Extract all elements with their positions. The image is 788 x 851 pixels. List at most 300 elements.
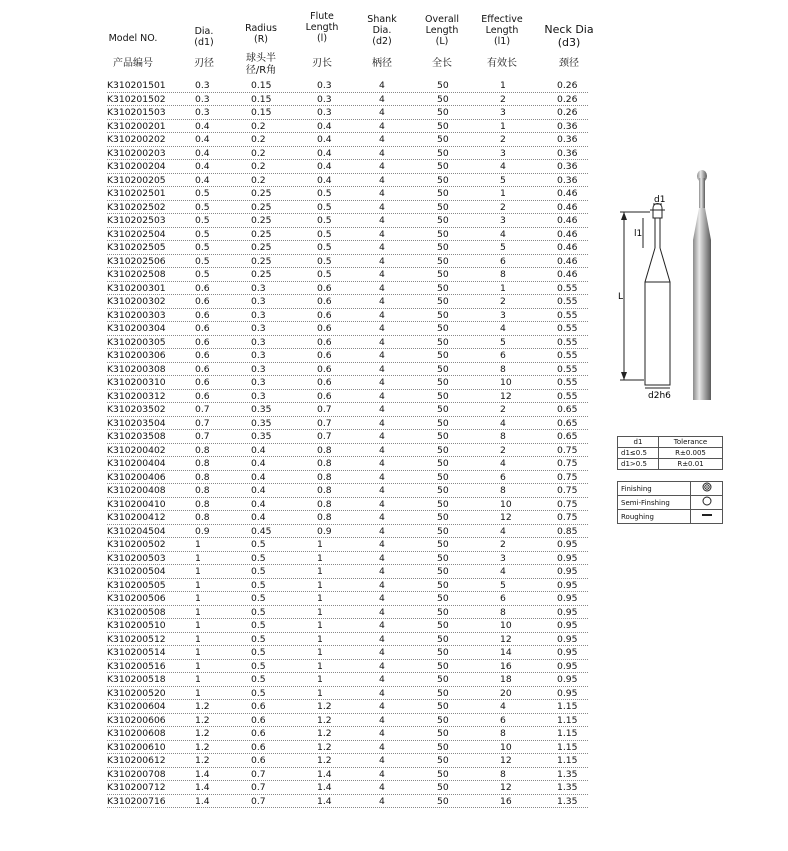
cell-model: K310200304 — [107, 323, 166, 334]
cell-shank-dia: 4 — [379, 728, 385, 739]
cell-neck-dia: 0.95 — [557, 674, 578, 685]
cell-dia: 1 — [195, 620, 201, 631]
table-row — [107, 660, 588, 674]
cell-overall-length: 50 — [437, 525, 449, 537]
cell-overall-length: 50 — [437, 755, 449, 766]
cell-model: K310203508 — [107, 431, 166, 442]
cell-model: K310202502 — [107, 201, 166, 213]
cell-overall-length: 50 — [437, 363, 449, 375]
table-row — [107, 619, 588, 633]
cell-overall-length: 50 — [437, 350, 449, 361]
cell-shank-dia: 4 — [379, 174, 385, 186]
cell-radius: 0.6 — [251, 741, 266, 753]
cell-dia: 1 — [195, 593, 201, 604]
cell-dia: 0.5 — [195, 242, 210, 253]
cell-neck-dia: 0.75 — [557, 458, 578, 469]
cell-effective-length: 16 — [500, 795, 512, 807]
cell-radius: 0.7 — [251, 795, 266, 807]
table-row — [107, 147, 588, 161]
cell-radius: 0.35 — [251, 417, 272, 429]
cell-model: K310200301 — [107, 282, 166, 294]
cell-radius: 0.35 — [251, 404, 272, 415]
header-flute-en2: Length — [305, 22, 339, 33]
cell-neck-dia: 1.35 — [557, 795, 578, 807]
cell-neck-dia: 0.36 — [557, 134, 578, 145]
cell-effective-length: 5 — [500, 242, 506, 253]
cell-radius: 0.4 — [251, 458, 266, 469]
cell-effective-length: 8 — [500, 363, 506, 375]
cell-dia: 0.5 — [195, 188, 210, 199]
finishing-icon — [691, 482, 723, 496]
cell-radius: 0.4 — [251, 498, 266, 510]
cell-dia: 0.5 — [195, 228, 210, 240]
cell-overall-length: 50 — [437, 417, 449, 429]
cell-overall-length: 50 — [437, 606, 449, 618]
cell-flute-length: 1 — [317, 579, 323, 591]
tol-row1-range: d1≤0.5 — [618, 448, 659, 459]
cell-effective-length: 5 — [500, 174, 506, 186]
cell-effective-length: 1 — [500, 120, 506, 132]
cell-shank-dia: 4 — [379, 593, 385, 604]
header-effective-en3: (l1) — [493, 36, 511, 47]
cell-radius: 0.7 — [251, 782, 266, 793]
table-row — [107, 93, 588, 107]
header-model — [103, 33, 163, 44]
table-row — [107, 592, 588, 606]
header-neck — [540, 23, 598, 49]
cell-model: K310200612 — [107, 755, 166, 766]
cell-shank-dia: 4 — [379, 309, 385, 321]
cell-shank-dia: 4 — [379, 282, 385, 294]
cell-model: K310200303 — [107, 309, 166, 321]
cell-dia: 0.4 — [195, 134, 210, 145]
cell-overall-length: 50 — [437, 660, 449, 672]
cell-model: K310201503 — [107, 107, 166, 118]
table-header — [0, 0, 600, 76]
roughing-icon — [691, 510, 723, 524]
cell-neck-dia: 0.75 — [557, 512, 578, 523]
cell-model: K310200502 — [107, 539, 166, 550]
cell-flute-length: 1.2 — [317, 755, 332, 766]
cell-flute-length: 0.6 — [317, 282, 332, 294]
header-effective-en1: Effective — [481, 14, 523, 25]
cell-shank-dia: 4 — [379, 566, 385, 577]
cell-overall-length: 50 — [437, 498, 449, 510]
cell-effective-length: 10 — [500, 498, 512, 510]
cell-dia: 1.4 — [195, 782, 210, 793]
cell-overall-length: 50 — [437, 255, 449, 267]
cell-flute-length: 1.2 — [317, 714, 332, 726]
cell-model: K310200610 — [107, 741, 166, 753]
cell-neck-dia: 0.55 — [557, 296, 578, 307]
table-row — [107, 538, 588, 552]
header-radius-en2: (R) — [253, 34, 268, 45]
table-row — [107, 309, 588, 323]
cell-radius: 0.7 — [251, 768, 266, 780]
cell-dia: 1 — [195, 647, 201, 658]
cell-overall-length: 50 — [437, 404, 449, 415]
cell-overall-length: 50 — [437, 215, 449, 226]
cell-flute-length: 0.5 — [317, 242, 332, 253]
cell-radius: 0.15 — [251, 93, 272, 105]
cell-dia: 0.4 — [195, 161, 210, 172]
table-row — [107, 201, 588, 215]
cell-flute-length: 0.4 — [317, 134, 332, 145]
cell-neck-dia: 0.95 — [557, 579, 578, 591]
cell-neck-dia: 0.75 — [557, 485, 578, 496]
cell-flute-length: 1.2 — [317, 741, 332, 753]
cell-model: K310200716 — [107, 795, 166, 807]
cell-effective-length: 6 — [500, 714, 506, 726]
header-model-cn: 产品编号 — [113, 58, 153, 69]
cell-model: K310200606 — [107, 714, 166, 726]
cell-dia: 1.4 — [195, 795, 210, 807]
cell-flute-length: 0.5 — [317, 255, 332, 267]
cell-effective-length: 6 — [500, 255, 506, 267]
cell-overall-length: 50 — [437, 309, 449, 321]
header-neck-en1: Neck Dia — [544, 23, 594, 36]
cell-radius: 0.2 — [251, 147, 266, 159]
cell-effective-length: 4 — [500, 161, 506, 172]
table-row — [107, 160, 588, 174]
cell-overall-length: 50 — [437, 728, 449, 739]
cell-effective-length: 16 — [500, 660, 512, 672]
tol-row1-value: R±0.005 — [659, 448, 723, 459]
cell-radius: 0.5 — [251, 647, 266, 658]
cell-effective-length: 4 — [500, 228, 506, 240]
cell-neck-dia: 0.75 — [557, 471, 578, 483]
tol-header-tolerance: Tolerance — [659, 437, 723, 448]
cell-effective-length: 1 — [500, 80, 506, 91]
cell-overall-length: 50 — [437, 134, 449, 145]
cell-flute-length: 1 — [317, 539, 323, 550]
cell-flute-length: 0.7 — [317, 404, 332, 415]
cell-shank-dia: 4 — [379, 215, 385, 226]
cell-effective-length: 1 — [500, 188, 506, 199]
cell-dia: 0.5 — [195, 255, 210, 267]
cell-dia: 1 — [195, 539, 201, 550]
finish-legend — [617, 481, 723, 524]
table-row — [107, 646, 588, 660]
cell-dia: 1 — [195, 660, 201, 672]
cell-overall-length: 50 — [437, 552, 449, 564]
cell-overall-length: 50 — [437, 188, 449, 199]
cell-shank-dia: 4 — [379, 458, 385, 469]
cell-overall-length: 50 — [437, 228, 449, 240]
cell-neck-dia: 0.95 — [557, 647, 578, 658]
cell-overall-length: 50 — [437, 147, 449, 159]
cell-radius: 0.2 — [251, 161, 266, 172]
cell-model: K310202504 — [107, 228, 166, 240]
cell-dia: 1 — [195, 566, 201, 577]
cell-model: K310204504 — [107, 525, 166, 537]
cell-shank-dia: 4 — [379, 269, 385, 280]
cell-radius: 0.4 — [251, 512, 266, 523]
cell-neck-dia: 1.15 — [557, 701, 578, 712]
cell-dia: 0.8 — [195, 498, 210, 510]
table-row — [107, 430, 588, 444]
cell-model: K310202503 — [107, 215, 166, 226]
cell-overall-length: 50 — [437, 782, 449, 793]
cell-overall-length: 50 — [437, 296, 449, 307]
cell-overall-length: 50 — [437, 795, 449, 807]
cell-flute-length: 0.5 — [317, 228, 332, 240]
cell-flute-length: 0.5 — [317, 215, 332, 226]
cell-radius: 0.2 — [251, 120, 266, 132]
cell-shank-dia: 4 — [379, 107, 385, 118]
cell-flute-length: 0.6 — [317, 363, 332, 375]
cell-radius: 0.5 — [251, 687, 266, 699]
cell-radius: 0.5 — [251, 593, 266, 604]
cell-shank-dia: 4 — [379, 795, 385, 807]
header-overall-en2: Length — [425, 25, 459, 36]
table-row — [107, 295, 588, 309]
cell-radius: 0.15 — [251, 107, 272, 118]
cell-neck-dia: 0.85 — [557, 525, 578, 537]
table-row — [107, 714, 588, 728]
cell-shank-dia: 4 — [379, 80, 385, 91]
cell-flute-length: 1 — [317, 647, 323, 658]
cell-dia: 0.6 — [195, 296, 210, 307]
cell-shank-dia: 4 — [379, 755, 385, 766]
cell-flute-length: 0.6 — [317, 390, 332, 402]
cell-effective-length: 8 — [500, 768, 506, 780]
cell-dia: 1 — [195, 633, 201, 645]
table-row — [107, 187, 588, 201]
cell-shank-dia: 4 — [379, 134, 385, 145]
table-row — [107, 417, 588, 431]
cell-overall-length: 50 — [437, 174, 449, 186]
cell-model: K310200518 — [107, 674, 166, 685]
cell-neck-dia: 0.95 — [557, 552, 578, 564]
header-overall-en1: Overall — [425, 14, 459, 25]
table-row — [107, 498, 588, 512]
cell-effective-length: 3 — [500, 147, 506, 159]
cell-model: K310200308 — [107, 363, 166, 375]
cell-shank-dia: 4 — [379, 417, 385, 429]
cell-neck-dia: 0.75 — [557, 498, 578, 510]
cell-neck-dia: 0.55 — [557, 350, 578, 361]
cell-dia: 0.4 — [195, 174, 210, 186]
cell-model: K310200510 — [107, 620, 166, 631]
cell-model: K310200410 — [107, 498, 166, 510]
cell-model: K310200201 — [107, 120, 166, 132]
cell-neck-dia: 0.26 — [557, 93, 578, 105]
cell-shank-dia: 4 — [379, 606, 385, 618]
cell-radius: 0.35 — [251, 431, 272, 442]
cell-effective-length: 12 — [500, 782, 512, 793]
cell-overall-length: 50 — [437, 633, 449, 645]
cell-neck-dia: 0.65 — [557, 404, 578, 415]
cell-effective-length: 6 — [500, 350, 506, 361]
cell-shank-dia: 4 — [379, 660, 385, 672]
table-row — [107, 754, 588, 768]
cell-neck-dia: 0.46 — [557, 255, 578, 267]
cell-shank-dia: 4 — [379, 687, 385, 699]
cell-radius: 0.3 — [251, 350, 266, 361]
cell-shank-dia: 4 — [379, 512, 385, 523]
cell-effective-length: 2 — [500, 93, 506, 105]
cell-neck-dia: 0.55 — [557, 309, 578, 321]
cell-effective-length: 20 — [500, 687, 512, 699]
cell-dia: 1.2 — [195, 714, 210, 726]
cell-effective-length: 18 — [500, 674, 512, 685]
table-row — [107, 795, 588, 809]
cell-neck-dia: 0.36 — [557, 147, 578, 159]
cell-radius: 0.5 — [251, 606, 266, 618]
cell-shank-dia: 4 — [379, 444, 385, 456]
cell-neck-dia: 0.95 — [557, 660, 578, 672]
cell-flute-length: 1.4 — [317, 782, 332, 793]
cell-radius: 0.3 — [251, 390, 266, 402]
cell-flute-length: 0.5 — [317, 188, 332, 199]
cell-dia: 0.4 — [195, 120, 210, 132]
cell-radius: 0.3 — [251, 323, 266, 334]
table-row — [107, 255, 588, 269]
cell-flute-length: 1 — [317, 633, 323, 645]
cell-radius: 0.5 — [251, 620, 266, 631]
cell-shank-dia: 4 — [379, 620, 385, 631]
cell-neck-dia: 0.65 — [557, 431, 578, 442]
tol-row2-range: d1>0.5 — [618, 459, 659, 470]
cell-effective-length: 8 — [500, 431, 506, 442]
cell-shank-dia: 4 — [379, 228, 385, 240]
cell-flute-length: 1 — [317, 566, 323, 577]
tolerance-table — [617, 436, 723, 470]
cell-shank-dia: 4 — [379, 498, 385, 510]
cell-model: K310200504 — [107, 566, 166, 577]
cell-overall-length: 50 — [437, 444, 449, 456]
cell-dia: 0.6 — [195, 282, 210, 294]
cell-dia: 1.2 — [195, 728, 210, 739]
cell-overall-length: 50 — [437, 323, 449, 334]
cell-model: K310200514 — [107, 647, 166, 658]
cell-effective-length: 5 — [500, 336, 506, 348]
cell-model: K310200608 — [107, 728, 166, 739]
cell-effective-length: 3 — [500, 309, 506, 321]
table-row — [107, 768, 588, 782]
cell-flute-length: 0.5 — [317, 269, 332, 280]
cell-shank-dia: 4 — [379, 741, 385, 753]
cell-model: K310202501 — [107, 188, 166, 199]
tol-header-d1: d1 — [618, 437, 659, 448]
cell-overall-length: 50 — [437, 390, 449, 402]
cell-overall-length: 50 — [437, 431, 449, 442]
cell-dia: 0.8 — [195, 444, 210, 456]
table-row — [107, 336, 588, 350]
cell-dia: 1 — [195, 606, 201, 618]
cell-shank-dia: 4 — [379, 404, 385, 415]
cell-overall-length: 50 — [437, 161, 449, 172]
cell-radius: 0.3 — [251, 336, 266, 348]
cell-effective-length: 8 — [500, 485, 506, 496]
cell-dia: 0.4 — [195, 147, 210, 159]
cell-model: K310200204 — [107, 161, 166, 172]
header-shank — [360, 14, 404, 47]
cell-model: K310201502 — [107, 93, 166, 105]
cell-neck-dia: 0.95 — [557, 566, 578, 577]
cell-effective-length: 8 — [500, 728, 506, 739]
header-dia-en2: (d1) — [194, 37, 214, 48]
cell-radius: 0.3 — [251, 363, 266, 375]
cell-flute-length: 0.4 — [317, 120, 332, 132]
cell-effective-length: 3 — [500, 552, 506, 564]
cell-radius: 0.5 — [251, 552, 266, 564]
cell-dia: 0.8 — [195, 485, 210, 496]
cell-radius: 0.25 — [251, 228, 272, 240]
cell-neck-dia: 0.55 — [557, 390, 578, 402]
cell-neck-dia: 0.55 — [557, 323, 578, 334]
cell-shank-dia: 4 — [379, 188, 385, 199]
cell-effective-length: 2 — [500, 404, 506, 415]
cell-neck-dia: 0.95 — [557, 606, 578, 618]
cell-model: K310200712 — [107, 782, 166, 793]
cell-flute-length: 1 — [317, 674, 323, 685]
header-flute-en1: Flute — [310, 11, 334, 22]
cell-overall-length: 50 — [437, 93, 449, 105]
cell-shank-dia: 4 — [379, 161, 385, 172]
cell-radius: 0.4 — [251, 485, 266, 496]
table-row — [107, 174, 588, 188]
cell-model: K310200306 — [107, 350, 166, 361]
table-row — [107, 214, 588, 228]
cell-effective-length: 3 — [500, 215, 506, 226]
header-flute-cn: 刃长 — [312, 58, 332, 69]
cell-model: K310200412 — [107, 512, 166, 523]
header-radius-en1: Radius — [245, 23, 277, 34]
cell-radius: 0.3 — [251, 377, 266, 388]
table-row — [107, 268, 588, 282]
cell-neck-dia: 0.36 — [557, 174, 578, 186]
cell-neck-dia: 1.35 — [557, 768, 578, 780]
cell-radius: 0.6 — [251, 755, 266, 766]
table-row — [107, 363, 588, 377]
cell-model: K310200512 — [107, 633, 166, 645]
table-row — [107, 282, 588, 296]
cell-dia: 1 — [195, 674, 201, 685]
cell-radius: 0.2 — [251, 134, 266, 145]
cell-neck-dia: 0.55 — [557, 363, 578, 375]
cell-flute-length: 0.6 — [317, 323, 332, 334]
cell-dia: 1 — [195, 552, 201, 564]
cell-flute-length: 0.3 — [317, 80, 332, 91]
cell-neck-dia: 0.46 — [557, 215, 578, 226]
cell-dia: 0.6 — [195, 309, 210, 321]
header-radius — [238, 23, 284, 45]
cell-dia: 0.6 — [195, 390, 210, 402]
cell-radius: 0.25 — [251, 242, 272, 253]
cell-dia: 1.2 — [195, 755, 210, 766]
cell-flute-length: 0.8 — [317, 458, 332, 469]
cell-dia: 0.8 — [195, 512, 210, 523]
cell-model: K310200604 — [107, 701, 166, 712]
header-model-en: Model NO. — [108, 33, 158, 44]
table-row — [107, 376, 588, 390]
cell-flute-length: 1.4 — [317, 768, 332, 780]
table-row — [107, 349, 588, 363]
label-L: L — [618, 292, 624, 302]
table-row — [107, 228, 588, 242]
cell-overall-length: 50 — [437, 593, 449, 604]
header-overall — [418, 14, 466, 47]
table-row — [107, 633, 588, 647]
cell-neck-dia: 0.26 — [557, 80, 578, 91]
cell-neck-dia: 0.46 — [557, 242, 578, 253]
cell-neck-dia: 0.46 — [557, 228, 578, 240]
cell-effective-length: 12 — [500, 633, 512, 645]
cell-dia: 0.7 — [195, 431, 210, 442]
cell-effective-length: 4 — [500, 525, 506, 537]
